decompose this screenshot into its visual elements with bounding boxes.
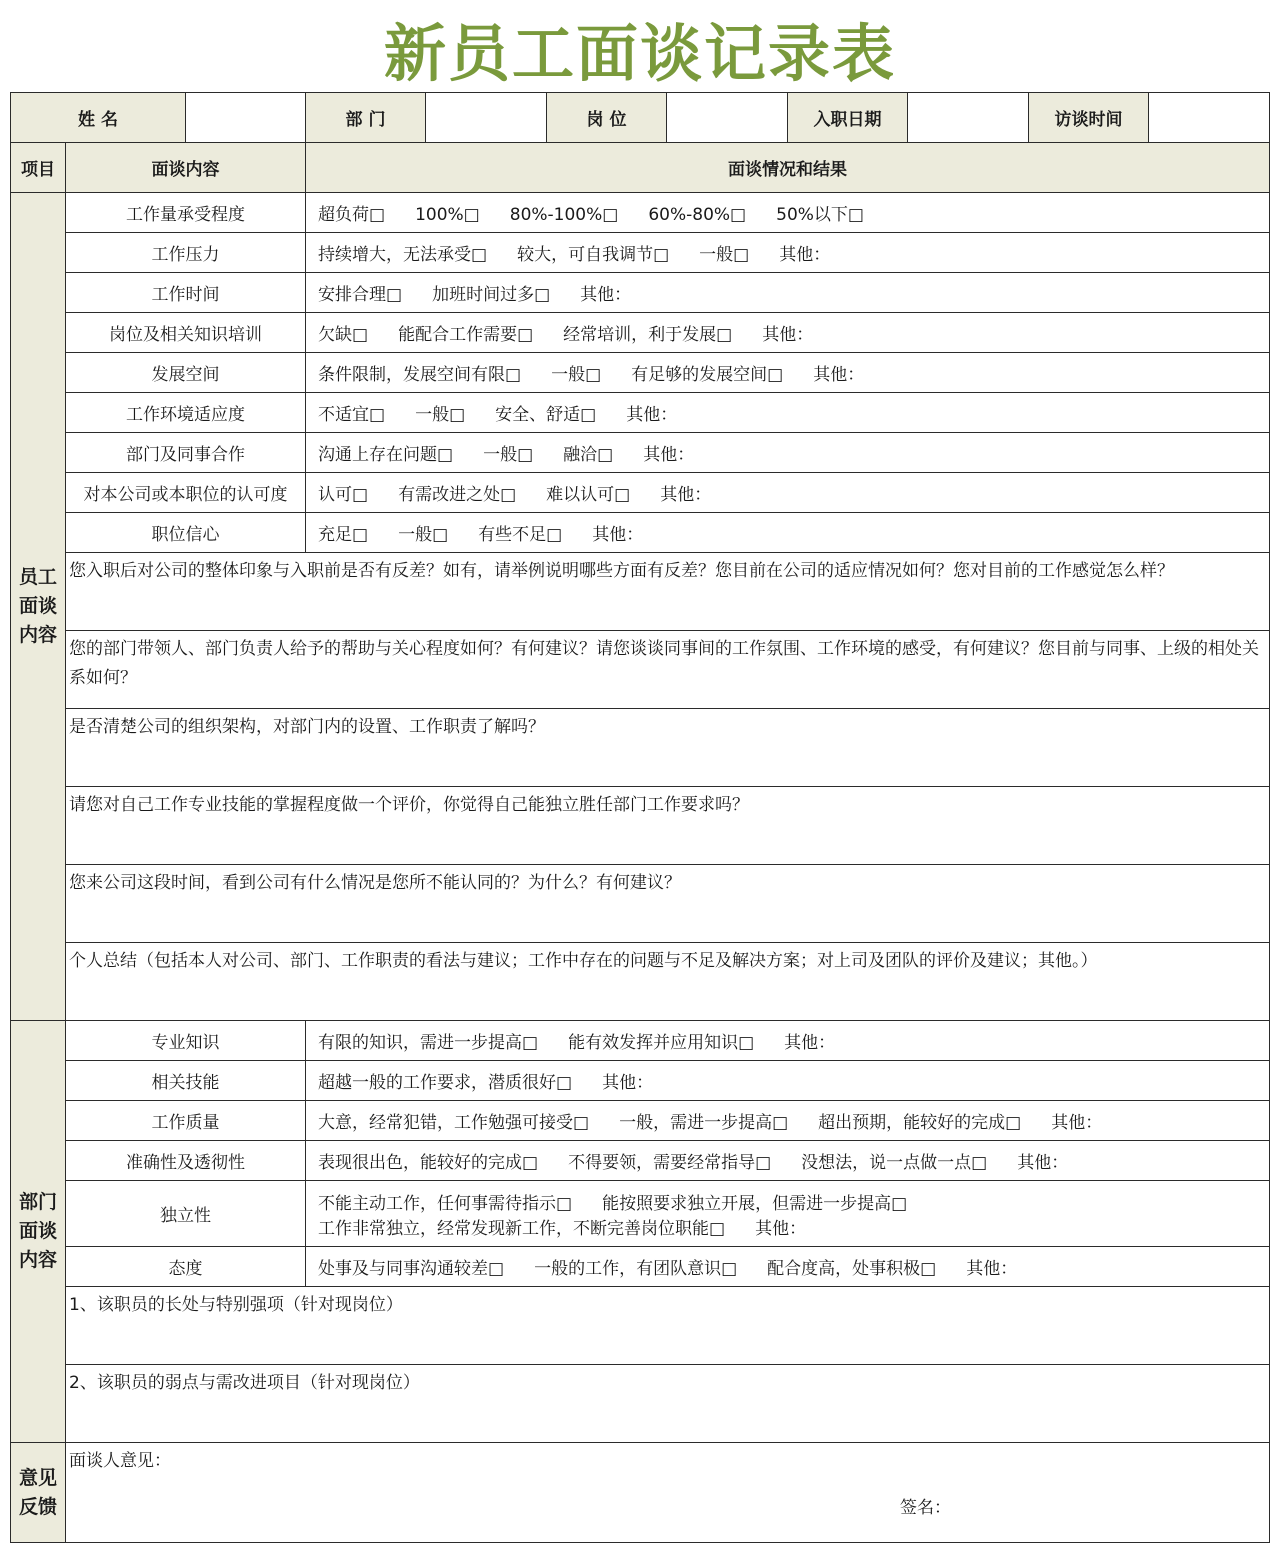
option-text[interactable]: 其他： xyxy=(580,285,632,305)
question-row xyxy=(11,631,1270,709)
item-label: 独立性 xyxy=(66,1181,306,1247)
option-text[interactable]: 其他： xyxy=(966,1259,1018,1279)
result-options xyxy=(306,1181,1270,1247)
option-text[interactable]: 有足够的发展空间□ xyxy=(631,365,784,385)
signature-label: 签名： xyxy=(900,1498,952,1518)
option-text[interactable]: 持续增大，无法承受□ xyxy=(318,245,488,265)
option-text[interactable]: 能配合工作需要□ xyxy=(398,325,534,345)
item-label: 工作量承受程度 xyxy=(66,193,306,233)
result-header: 面谈情况和结果 xyxy=(306,143,1270,193)
question-text[interactable]: 个人总结（包括本人对公司、部门、工作职责的看法与建议；工作中存在的问题与不足及解决方案；对上司及团队的评价及建议；其他。） xyxy=(66,943,1270,1021)
item-label: 工作压力 xyxy=(66,233,306,273)
table-row xyxy=(11,1101,1270,1141)
result-options xyxy=(306,353,1270,393)
page-title: 新员工面谈记录表 xyxy=(383,17,896,90)
opinion-cell[interactable] xyxy=(66,1443,1270,1543)
post-field[interactable] xyxy=(667,93,788,143)
option-text[interactable]: 超负荷□ xyxy=(318,205,386,225)
option-text[interactable]: 一般□ xyxy=(551,365,602,385)
result-options xyxy=(306,1021,1270,1061)
table-row xyxy=(11,1021,1270,1061)
table-row xyxy=(11,1247,1270,1287)
item-label: 工作时间 xyxy=(66,273,306,313)
option-text[interactable]: 其他： xyxy=(762,325,814,345)
section-label-department: 部门面谈内容 xyxy=(11,1021,66,1443)
item-label: 部门及同事合作 xyxy=(66,433,306,473)
result-options xyxy=(306,313,1270,353)
option-text[interactable]: 其他： xyxy=(602,1073,654,1093)
table-row xyxy=(11,313,1270,353)
option-text[interactable]: 一般□ xyxy=(415,405,466,425)
item-label: 工作质量 xyxy=(66,1101,306,1141)
option-text[interactable]: 其他： xyxy=(784,1033,836,1053)
question-row xyxy=(11,865,1270,943)
table-row xyxy=(11,353,1270,393)
question-row xyxy=(11,553,1270,631)
question-row xyxy=(11,709,1270,787)
table-row xyxy=(11,393,1270,433)
item-label: 态度 xyxy=(66,1247,306,1287)
option-text[interactable]: 有限的知识，需进一步提高□ xyxy=(318,1033,539,1053)
option-text[interactable]: 能有效发挥并应用知识□ xyxy=(568,1033,755,1053)
item-label: 发展空间 xyxy=(66,353,306,393)
result-options xyxy=(306,473,1270,513)
result-options xyxy=(306,193,1270,233)
table-row xyxy=(11,513,1270,553)
option-text[interactable]: 一般，需进一步提高□ xyxy=(619,1113,789,1133)
result-options xyxy=(306,233,1270,273)
question-row xyxy=(11,943,1270,1021)
result-options xyxy=(306,1101,1270,1141)
option-text[interactable]: 其他： xyxy=(643,445,695,465)
result-options xyxy=(306,1141,1270,1181)
result-options xyxy=(306,1061,1270,1101)
question-text[interactable]: 您的部门带领人、部门负责人给予的帮助与关心程度如何？有何建议？请您谈谈同事间的工作氛围、工作环境的感受，有何建议？您目前与同事、上级的相处关系如何？ xyxy=(66,631,1270,709)
item-label: 工作环境适应度 xyxy=(66,393,306,433)
option-text[interactable]: 超出预期，能较好的完成□ xyxy=(818,1113,1022,1133)
option-text[interactable]: 不适宜□ xyxy=(318,405,386,425)
option-text[interactable]: 有些不足□ xyxy=(478,525,563,545)
table-row xyxy=(11,1141,1270,1181)
option-text[interactable]: 充足□ xyxy=(318,525,369,545)
result-options xyxy=(306,273,1270,313)
option-text[interactable]: 其他： xyxy=(755,1218,807,1239)
option-text[interactable]: 有需改进之处□ xyxy=(398,485,517,505)
question-text[interactable]: 1、该职员的长处与特别强项（针对现岗位） xyxy=(66,1287,1270,1365)
option-text[interactable]: 不得要领，需要经常指导□ xyxy=(568,1153,772,1173)
option-text[interactable]: 欠缺□ xyxy=(318,325,369,345)
item-label: 对本公司或本职位的认可度 xyxy=(66,473,306,513)
visit-time-field[interactable] xyxy=(1149,93,1270,143)
option-text[interactable]: 难以认可□ xyxy=(546,485,631,505)
option-text[interactable]: 超越一般的工作要求，潜质很好□ xyxy=(318,1073,573,1093)
option-text[interactable]: 其他： xyxy=(626,405,678,425)
table-row xyxy=(11,273,1270,313)
option-text[interactable]: 其他： xyxy=(592,525,644,545)
section-label-employee: 员工面谈内容 xyxy=(11,193,66,1021)
option-text[interactable]: 配合度高，处事积极□ xyxy=(767,1259,937,1279)
question-text[interactable]: 您入职后对公司的整体印象与入职前是否有反差？如有，请举例说明哪些方面有反差？您目前在公司的适应情况如何？您对目前的工作感觉怎么样？ xyxy=(66,553,1270,631)
option-text[interactable]: 50%以下□ xyxy=(776,205,864,225)
option-text[interactable]: 工作非常独立，经常发现新工作，不断完善岗位职能□ xyxy=(318,1218,726,1239)
option-text[interactable]: 一般□ xyxy=(483,445,534,465)
option-text[interactable]: 一般的工作，有团队意识□ xyxy=(534,1259,738,1279)
option-text[interactable]: 其他： xyxy=(779,245,831,265)
option-text[interactable]: 大意，经常犯错，工作勉强可接受□ xyxy=(318,1113,590,1133)
option-text[interactable]: 安全、舒适□ xyxy=(495,405,597,425)
option-line xyxy=(318,1214,1263,1239)
item-label: 准确性及透彻性 xyxy=(66,1141,306,1181)
table-row xyxy=(11,1181,1270,1247)
table-row xyxy=(11,193,1270,233)
table-row xyxy=(11,233,1270,273)
dept-label: 部 门 xyxy=(306,93,426,143)
option-text[interactable]: 100%□ xyxy=(415,205,480,225)
option-text[interactable]: 没想法，说一点做一点□ xyxy=(801,1153,988,1173)
option-text[interactable]: 沟通上存在问题□ xyxy=(318,445,454,465)
header-row xyxy=(11,93,1270,143)
interview-form xyxy=(10,92,1270,1543)
visit-time-label: 访谈时间 xyxy=(1029,93,1149,143)
option-text[interactable]: 一般□ xyxy=(699,245,750,265)
dept-field[interactable] xyxy=(426,93,547,143)
table-row xyxy=(11,473,1270,513)
feedback-row xyxy=(11,1443,1270,1543)
table-row xyxy=(11,1061,1270,1101)
question-text[interactable]: 是否清楚公司的组织架构，对部门内的设置、工作职责了解吗？ xyxy=(66,709,1270,787)
question-text[interactable]: 请您对自己工作专业技能的掌握程度做一个评价，你觉得自己能独立胜任部门工作要求吗？ xyxy=(66,787,1270,865)
question-row xyxy=(11,1287,1270,1365)
option-text[interactable]: 一般□ xyxy=(398,525,449,545)
option-text[interactable]: 60%-80%□ xyxy=(648,205,747,225)
option-text[interactable]: 其他： xyxy=(813,365,865,385)
name-field[interactable] xyxy=(186,93,306,143)
option-text[interactable]: 其他： xyxy=(1051,1113,1103,1133)
option-text[interactable]: 经常培训，利于发展□ xyxy=(563,325,733,345)
option-text[interactable]: 加班时间过多□ xyxy=(432,285,551,305)
question-text[interactable]: 您来公司这段时间，看到公司有什么情况是您所不能认同的？为什么？有何建议？ xyxy=(66,865,1270,943)
item-label: 职位信心 xyxy=(66,513,306,553)
option-text[interactable]: 其他： xyxy=(660,485,712,505)
project-header: 项目 xyxy=(11,143,66,193)
option-text[interactable]: 条件限制，发展空间有限□ xyxy=(318,365,522,385)
option-line xyxy=(318,1189,1263,1214)
entry-date-label: 入职日期 xyxy=(788,93,908,143)
opinion-label: 面谈人意见： xyxy=(69,1451,171,1471)
result-options xyxy=(306,1247,1270,1287)
option-text[interactable]: 融洽□ xyxy=(563,445,614,465)
option-text[interactable]: 不能主动工作，任何事需待指示□ xyxy=(318,1193,573,1214)
section-label-feedback: 意见反馈 xyxy=(11,1443,66,1543)
option-text[interactable]: 安排合理□ xyxy=(318,285,403,305)
option-text[interactable]: 处事及与同事沟通较差□ xyxy=(318,1259,505,1279)
item-label: 相关技能 xyxy=(66,1061,306,1101)
option-text[interactable]: 表现很出色，能较好的完成□ xyxy=(318,1153,539,1173)
name-label: 姓 名 xyxy=(11,93,186,143)
option-text[interactable]: 能按照要求独立开展，但需进一步提高□ xyxy=(602,1193,908,1214)
option-text[interactable]: 较大，可自我调节□ xyxy=(517,245,670,265)
post-label: 岗 位 xyxy=(547,93,667,143)
result-options xyxy=(306,433,1270,473)
result-options xyxy=(306,393,1270,433)
option-text[interactable]: 80%-100%□ xyxy=(509,205,619,225)
table-row xyxy=(11,433,1270,473)
question-text[interactable]: 2、该职员的弱点与需改进项目（针对现岗位） xyxy=(66,1365,1270,1443)
content-header: 面谈内容 xyxy=(66,143,306,193)
column-header-row xyxy=(11,143,1270,193)
item-label: 岗位及相关知识培训 xyxy=(66,313,306,353)
result-options xyxy=(306,513,1270,553)
item-label: 专业知识 xyxy=(66,1021,306,1061)
question-row xyxy=(11,1365,1270,1443)
entry-date-field[interactable] xyxy=(908,93,1029,143)
option-text[interactable]: 认可□ xyxy=(318,485,369,505)
question-row xyxy=(11,787,1270,865)
option-text[interactable]: 其他： xyxy=(1017,1153,1069,1173)
